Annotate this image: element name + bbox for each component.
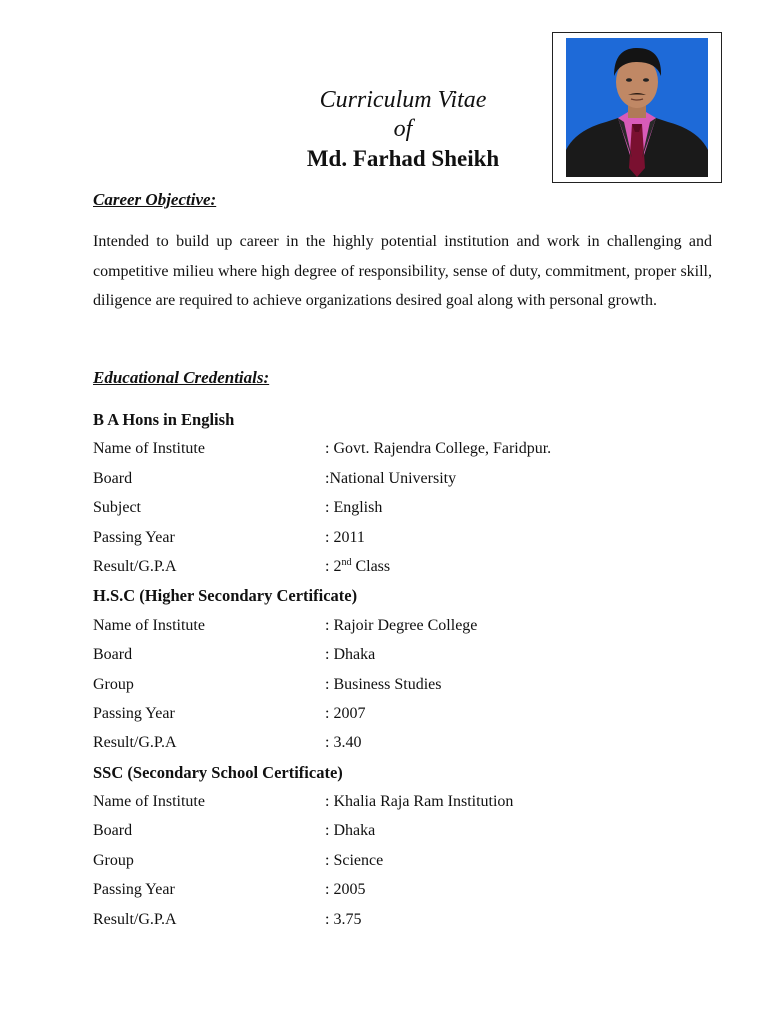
row-label: Board xyxy=(93,469,133,487)
row-label: Name of Institute xyxy=(93,793,205,811)
degree-heading-hsc: H.S.C (Higher Secondary Certificate) xyxy=(93,586,358,606)
result-prefix: : 2 xyxy=(325,557,342,575)
detail-row xyxy=(93,670,733,699)
row-label: Board xyxy=(93,822,133,840)
result-suffix: Class xyxy=(351,557,391,575)
detail-row xyxy=(93,523,733,552)
detail-row xyxy=(93,787,733,816)
row-value: : Rajoir Degree College xyxy=(325,616,478,634)
row-value-result xyxy=(325,552,733,581)
career-objective-text: Intended to build up career in the highly potential institution and work in challenging and competitive milieu where high degree of responsibility, sense of duty, commitment, proper skill, diligence are required to achieve organizations desired goal along with personal growth. xyxy=(93,233,712,309)
row-label: Passing Year xyxy=(93,704,175,722)
row-label: Group xyxy=(93,675,134,693)
degree-heading-ssc: SSC (Secondary School Certificate) xyxy=(93,762,343,782)
row-value: : 3.40 xyxy=(325,734,362,752)
row-value: : English xyxy=(325,499,383,517)
candidate-name: Md. Farhad Sheikh xyxy=(306,146,500,171)
document-title: Curriculum Vitae xyxy=(319,87,487,113)
detail-row xyxy=(93,846,733,875)
education-heading: Educational Credentials: xyxy=(93,368,270,387)
row-value: : Govt. Rajendra College, Faridpur. xyxy=(325,440,552,458)
career-objective-heading: Career Objective: xyxy=(93,190,217,209)
row-label: Board xyxy=(93,646,133,664)
detail-row xyxy=(93,464,733,493)
cv-header xyxy=(0,86,768,174)
row-value: : 3.75 xyxy=(325,910,362,928)
row-value: : Science xyxy=(325,851,384,869)
row-label: Name of Institute xyxy=(93,440,205,458)
row-label: Subject xyxy=(93,499,141,517)
row-label: Group xyxy=(93,851,134,869)
result-ordinal: nd xyxy=(341,556,352,568)
detail-row xyxy=(93,552,733,581)
education-list xyxy=(93,405,733,934)
row-label: Result/G.P.A xyxy=(93,910,177,928)
detail-row xyxy=(93,434,733,463)
row-label: Result/G.P.A xyxy=(93,557,177,575)
detail-row xyxy=(93,611,733,640)
row-label: Name of Institute xyxy=(93,616,205,634)
detail-row xyxy=(93,699,733,728)
detail-row xyxy=(93,493,733,522)
row-value: : Khalia Raja Ram Institution xyxy=(325,793,514,811)
title-of: of xyxy=(393,116,413,142)
row-label: Result/G.P.A xyxy=(93,734,177,752)
detail-row xyxy=(93,875,733,904)
degree-heading-bahons: B A Hons in English xyxy=(93,410,235,429)
detail-row xyxy=(93,728,733,757)
detail-row xyxy=(93,640,733,669)
row-label: Passing Year xyxy=(93,881,175,899)
row-value: : Dhaka xyxy=(325,646,376,664)
row-value: :National University xyxy=(325,469,457,487)
row-value: : 2007 xyxy=(325,704,366,722)
row-value: : Dhaka xyxy=(325,822,376,840)
detail-row xyxy=(93,816,733,845)
detail-row xyxy=(93,905,733,934)
row-value: : 2011 xyxy=(325,528,365,546)
row-value: : Business Studies xyxy=(325,675,442,693)
row-value: : 2005 xyxy=(325,881,366,899)
row-label: Passing Year xyxy=(93,528,175,546)
